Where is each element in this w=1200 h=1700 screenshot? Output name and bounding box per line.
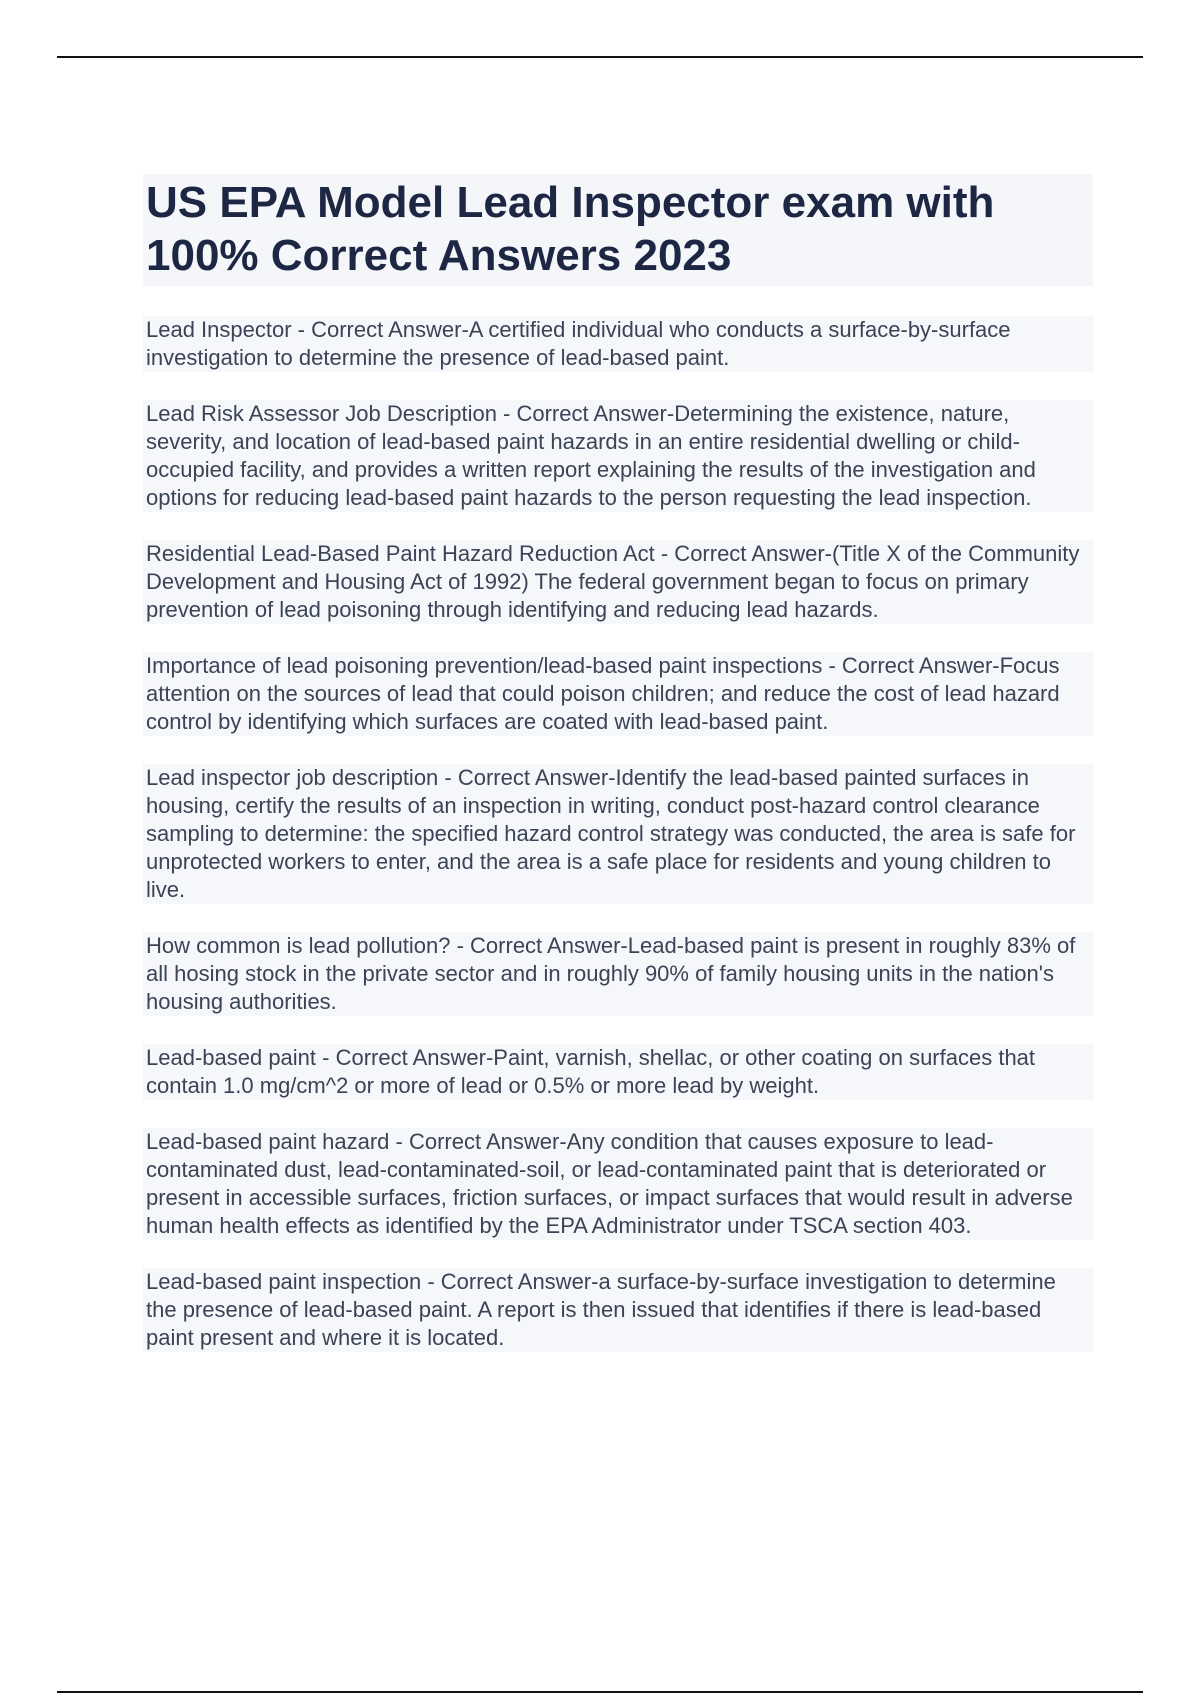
top-divider <box>57 56 1143 58</box>
qa-entry: Lead-based paint hazard - Correct Answer-Any condition that causes exposure to lead-contaminated dust, lead-contaminated-soil, or lead-contaminated paint that is deteriorated or present in accessible surfaces, friction surfaces, or impact surfaces that would result in adverse human health effects as identified by the EPA Administrator under TSCA section 403. <box>143 1128 1093 1240</box>
qa-entry: Lead-based paint inspection - Correct Answer-a surface-by-surface investigation to determine the presence of lead-based paint. A report is then issued that identifies if there is lead-based paint present and where it is located. <box>143 1268 1093 1352</box>
qa-entry: How common is lead pollution? - Correct Answer-Lead-based paint is present in roughly 83% of all hosing stock in the private sector and in roughly 90% of family housing units in the nation's housing authorities. <box>143 932 1093 1016</box>
qa-entry: Importance of lead poisoning prevention/lead-based paint inspections - Correct Answer-Focus attention on the sources of lead that could poison children; and reduce the cost of lead hazard control by identifying which surfaces are coated with lead-based paint. <box>143 652 1093 736</box>
qa-entry: Lead Inspector - Correct Answer-A certified individual who conducts a surface-by-surface investigation to determine the presence of lead-based paint. <box>143 316 1093 372</box>
bottom-divider <box>57 1691 1143 1693</box>
qa-entry: Residential Lead-Based Paint Hazard Reduction Act - Correct Answer-(Title X of the Community Development and Housing Act of 1992) The federal government began to focus on primary prevention of lead poisoning through identifying and reducing lead hazards. <box>143 540 1093 624</box>
qa-entry: Lead-based paint - Correct Answer-Paint, varnish, shellac, or other coating on surfaces that contain 1.0 mg/cm^2 or more of lead or 0.5% or more lead by weight. <box>143 1044 1093 1100</box>
qa-entry: Lead Risk Assessor Job Description - Correct Answer-Determining the existence, nature, severity, and location of lead-based paint hazards in an entire residential dwelling or child-occupied facility, and provides a written report explaining the results of the investigation and options for reducing lead-based paint hazards to the person requesting the lead inspection. <box>143 400 1093 512</box>
qa-entry: Lead inspector job description - Correct Answer-Identify the lead-based painted surfaces in housing, certify the results of an inspection in writing, conduct post-hazard control clearance sampling to determine: the specified hazard control strategy was conducted, the area is safe for unprotected workers to enter, and the area is a safe place for residents and young children to live. <box>143 764 1093 904</box>
document-title: US EPA Model Lead Inspector exam with 100% Correct Answers 2023 <box>143 174 1093 286</box>
document-body <box>143 174 1093 1352</box>
